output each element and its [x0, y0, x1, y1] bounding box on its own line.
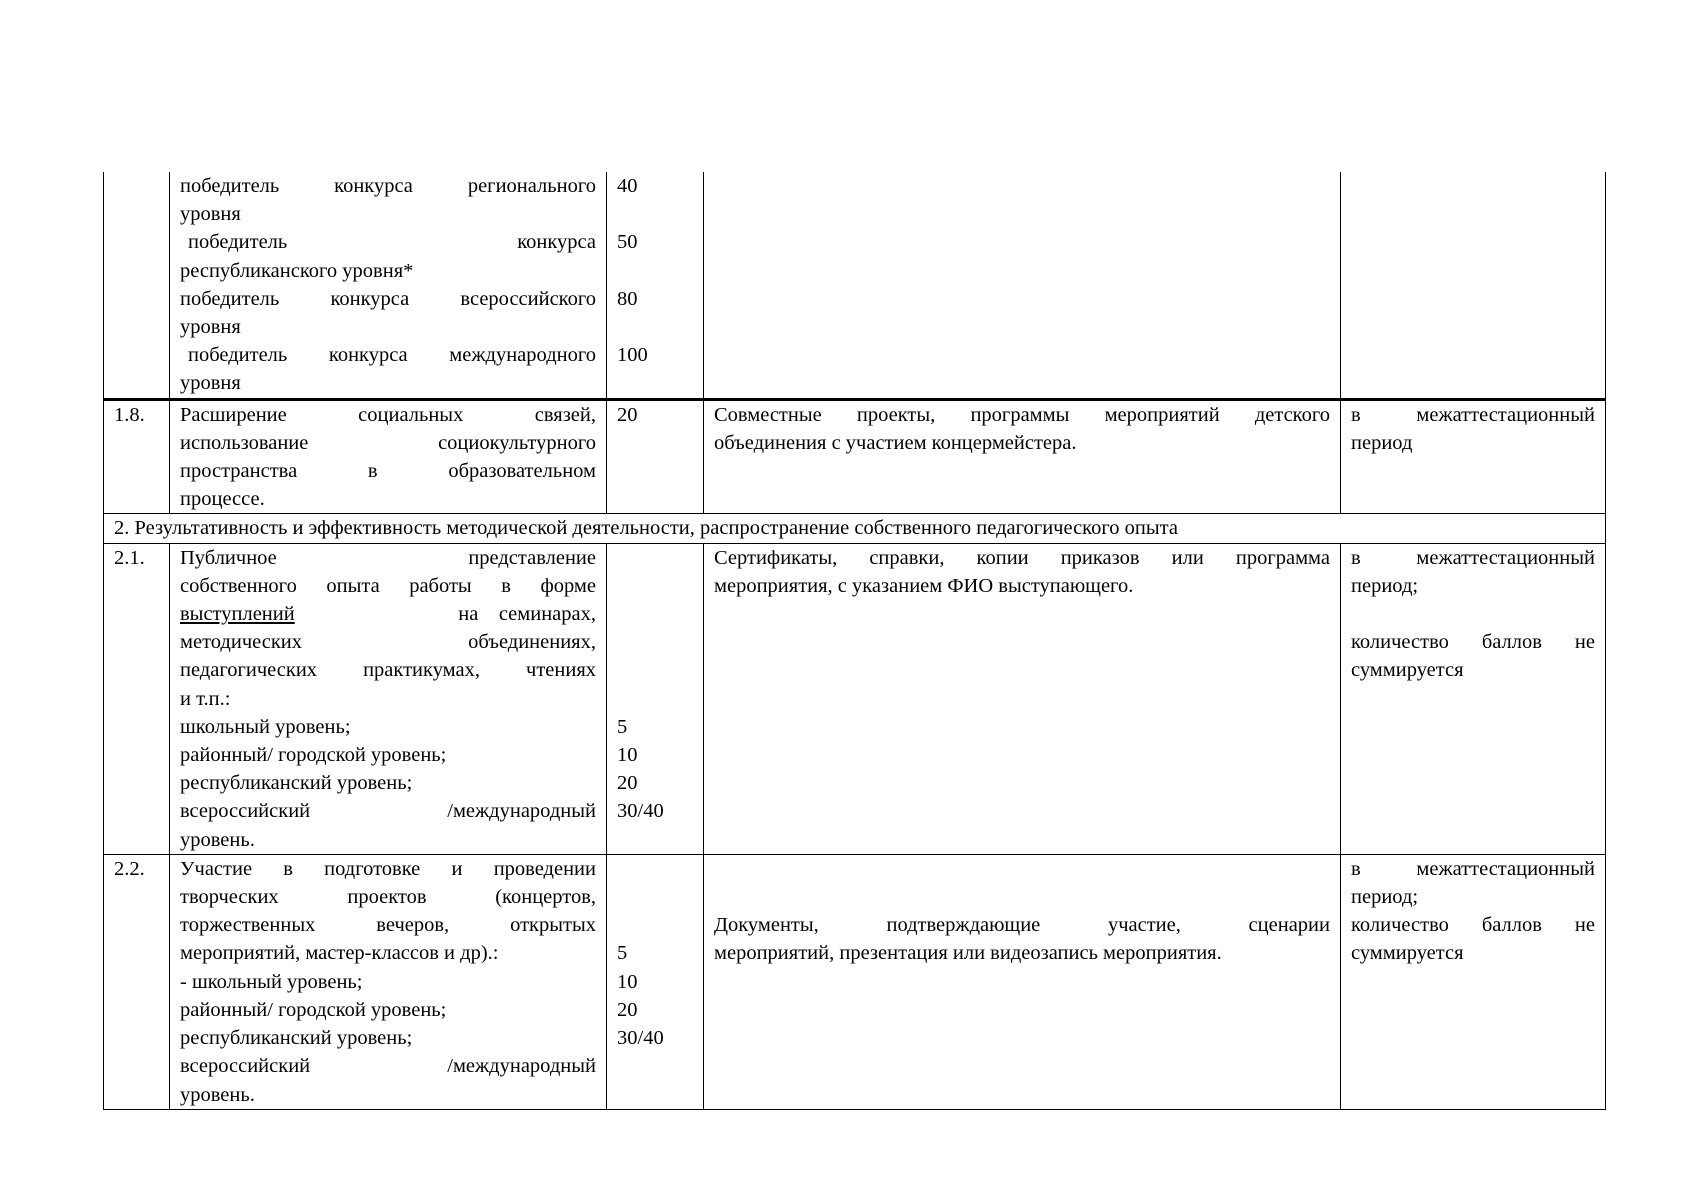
criterion-line: победитель конкурса регионального: [180, 175, 596, 197]
points-value: 30/40: [617, 1027, 664, 1050]
points-value: 30/40: [617, 800, 664, 823]
documents-line: Сертификаты, справки, копии приказов или программа: [714, 546, 1330, 569]
points-value: 50: [617, 231, 638, 254]
cell-period: [1341, 854, 1606, 1109]
criterion-line: уровня: [180, 203, 241, 226]
documents-line: Совместные проекты, программы мероприятий детского: [714, 403, 1330, 426]
points-value: 10: [617, 743, 638, 766]
points-value: 5: [617, 942, 628, 965]
criterion-line: всероссийский /международный: [180, 1055, 596, 1078]
points-value: 20: [617, 772, 638, 795]
cell-documents: [704, 399, 1341, 514]
criterion-line: собственного опыта работы в форме: [180, 574, 596, 597]
criterion-line: уровня: [180, 372, 241, 395]
cell-period: [1341, 399, 1606, 514]
points-value: 10: [617, 970, 638, 993]
criterion-line: районный/ городской уровень;: [180, 744, 447, 767]
cell-documents: [704, 172, 1341, 399]
criterion-line: торжественных вечеров, открытых: [180, 914, 596, 937]
period-line: суммируется: [1351, 659, 1464, 682]
cell-criterion: [170, 854, 607, 1109]
underlined-word: выступлений: [180, 603, 295, 626]
criterion-line: школьный уровень;: [180, 715, 351, 738]
table-row-2-2: [104, 854, 1606, 1109]
documents-line: мероприятий, презентация или видеозапись мероприятия.: [714, 942, 1222, 965]
criterion-line: уровня: [180, 316, 241, 339]
cell-points: [607, 172, 704, 399]
criterion-line: республиканский уровень;: [180, 772, 413, 795]
period-line: суммируется: [1351, 942, 1464, 965]
table-row-1-8: [104, 399, 1606, 514]
criterion-line: - школьный уровень;: [180, 970, 363, 993]
criteria-table: [103, 172, 1606, 1110]
cell-points: [607, 543, 704, 854]
criterion-line: использование социокультурного: [180, 431, 596, 454]
cell-period: [1341, 172, 1606, 399]
cell-criterion: [170, 172, 607, 399]
points-value: 5: [617, 715, 628, 738]
criterion-line-underlined: [180, 600, 596, 628]
criterion-line: и т.п.:: [180, 687, 231, 710]
criterion-line: Публичное представление: [180, 546, 596, 569]
cell-documents: [704, 854, 1341, 1109]
criterion-line: методических объединениях,: [180, 631, 596, 654]
criterion-line: уровень.: [180, 1083, 255, 1106]
period-line: количество баллов не: [1351, 631, 1595, 654]
cell-number: [104, 172, 170, 399]
points-value: 40: [617, 175, 638, 197]
period-line: период;: [1351, 574, 1419, 597]
criterion-line: победитель конкурса международного: [188, 344, 596, 367]
criterion-line: районный/ городской уровень;: [180, 998, 447, 1021]
cell-criterion: [170, 543, 607, 854]
cell-documents: [704, 543, 1341, 854]
cell-points: 20: [607, 399, 704, 514]
criterion-line: Расширение социальных связей,: [180, 403, 596, 426]
criterion-fragment: на семинарах,: [458, 603, 596, 626]
criterion-line: творческих проектов (концертов,: [180, 886, 596, 909]
points-value: 100: [617, 344, 648, 367]
period-line: количество баллов не: [1351, 914, 1595, 937]
criterion-line: республиканского уровня*: [180, 259, 414, 282]
section-heading: 2. Результативность и эффективность методической деятельности, распространение собственного педагогического опыта: [104, 514, 1606, 543]
documents-line: объединения с участием концермейстера.: [714, 431, 1077, 454]
criterion-line: мероприятий, мастер-классов и др).:: [180, 942, 499, 965]
documents-line: Документы, подтверждающие участие, сценарии: [714, 914, 1330, 937]
cell-points: [607, 854, 704, 1109]
cell-criterion: [170, 399, 607, 514]
cell-number: 2.2.: [104, 854, 170, 1109]
table-row-2-1: [104, 543, 1606, 854]
criterion-line: Участие в подготовке и проведении: [180, 857, 596, 880]
section-heading-row: [104, 514, 1606, 543]
cell-number: 2.1.: [104, 543, 170, 854]
criterion-line: победитель конкурса всероссийского: [180, 287, 596, 310]
period-line: в межаттестационный: [1351, 403, 1595, 426]
criterion-line: республиканский уровень;: [180, 1027, 413, 1050]
criterion-line: пространства в образовательном: [180, 460, 596, 483]
criterion-line: процессе.: [180, 488, 265, 511]
cell-period: [1341, 543, 1606, 854]
criterion-line: победитель конкурса: [188, 231, 596, 254]
cell-number: 1.8.: [104, 399, 170, 514]
documents-line: мероприятия, с указанием ФИО выступающего.: [714, 574, 1134, 597]
period-line: в межаттестационный: [1351, 546, 1595, 569]
points-value: 80: [617, 287, 638, 310]
criterion-line: уровень.: [180, 828, 255, 851]
criterion-line: всероссийский /международный: [180, 800, 596, 823]
criterion-line: педагогических практикумах, чтениях: [180, 659, 596, 682]
period-line: в межаттестационный: [1351, 857, 1595, 880]
period-line: период;: [1351, 886, 1419, 909]
period-line: период: [1351, 431, 1413, 454]
table-row-continuation: [104, 172, 1606, 399]
points-value: 20: [617, 998, 638, 1021]
